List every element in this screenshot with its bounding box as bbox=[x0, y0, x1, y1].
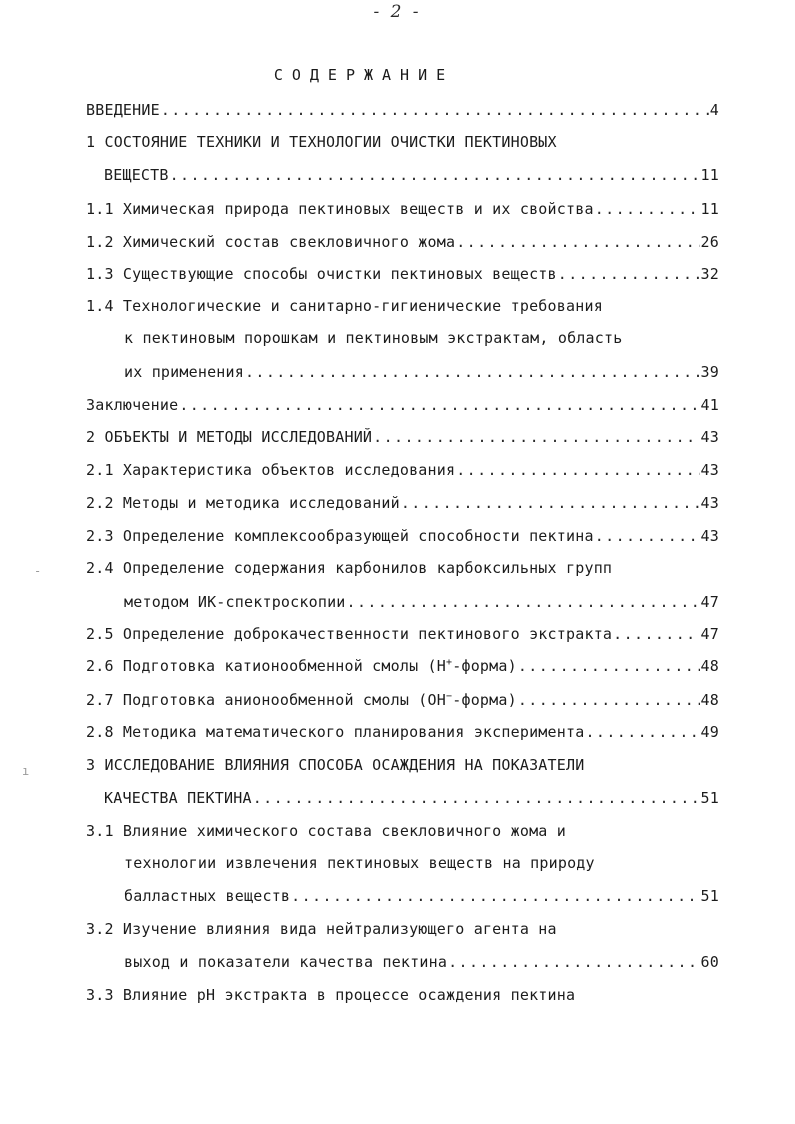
dot-leader bbox=[595, 197, 700, 221]
toc-entry-text: ВВЕДЕНИЕ bbox=[86, 101, 160, 119]
dot-leader bbox=[179, 393, 699, 417]
toc-page-number: 60 bbox=[700, 953, 719, 971]
toc-entry-text: 2 ОБЪЕКТЫ И МЕТОДЫ ИССЛЕДОВАНИЙ bbox=[86, 428, 373, 446]
dot-leader bbox=[595, 524, 700, 548]
toc-entry-3-1 bbox=[86, 819, 566, 843]
toc-entry-chapter-3-cont bbox=[104, 786, 719, 810]
toc-entry-2-3 bbox=[86, 524, 719, 548]
toc-page-number: 43 bbox=[700, 494, 719, 512]
toc-page-number: 51 bbox=[700, 887, 719, 905]
toc-entry-text: 2.1 Характеристика объектов исследования bbox=[86, 461, 456, 479]
dot-leader bbox=[170, 163, 700, 187]
toc-page-number: 51 bbox=[700, 789, 719, 807]
toc-entry-chapter-1-cont bbox=[104, 163, 719, 187]
toc-entry-text: 2.4 Определение содержания карбонилов карбоксильных групп bbox=[86, 559, 613, 577]
toc-entry-1-1 bbox=[86, 197, 719, 221]
page-number: - 2 - bbox=[373, 2, 422, 22]
dot-leader bbox=[456, 230, 699, 254]
dot-leader bbox=[448, 950, 699, 974]
toc-entry-text: Заключение bbox=[86, 396, 179, 414]
toc-page-number: 11 bbox=[700, 200, 719, 218]
dot-leader bbox=[245, 360, 700, 384]
toc-entry-text: 1.1 Химическая природа пектиновых веществ и их свойства bbox=[86, 200, 594, 218]
scan-margin-mark: - bbox=[34, 564, 42, 578]
dot-leader bbox=[161, 98, 709, 122]
toc-page-number: 43 bbox=[700, 428, 719, 446]
toc-page-number: 4 bbox=[709, 101, 719, 119]
toc-entry-3-1-cont bbox=[124, 851, 595, 875]
toc-entry-2-1 bbox=[86, 458, 719, 482]
toc-entry-text: 3.1 Влияние химического состава свекловичного жома и bbox=[86, 822, 566, 840]
toc-entry-2-6 bbox=[86, 654, 719, 678]
toc-entry-1-4 bbox=[86, 294, 603, 318]
dot-leader bbox=[558, 262, 700, 286]
toc-entry-text-pre: 2.7 Подготовка анионообменной смолы (ОН bbox=[86, 691, 446, 709]
toc-entry-text: 2.5 Определение доброкачественности пектинового экстракта bbox=[86, 625, 613, 643]
toc-entry-2-4-cont bbox=[124, 590, 719, 614]
toc-entry-2-7 bbox=[86, 688, 719, 712]
toc-entry-1-4-end bbox=[124, 360, 719, 384]
toc-entry-2-5 bbox=[86, 622, 719, 646]
dot-leader bbox=[253, 786, 700, 810]
toc-entry-text: выход и показатели качества пектина bbox=[124, 953, 448, 971]
toc-entry-text: технологии извлечения пектиновых веществ на природу bbox=[124, 854, 595, 872]
toc-entry-text: методом ИК-спектроскопии bbox=[124, 593, 346, 611]
toc-entry-conclusion bbox=[86, 393, 719, 417]
dot-leader bbox=[518, 654, 700, 678]
toc-entry-text: их применения bbox=[124, 363, 244, 381]
scan-margin-mark: ı bbox=[22, 764, 30, 778]
toc-entry-text: 2.8 Методика математического планирования эксперимента bbox=[86, 723, 585, 741]
toc-entry-3-2-cont bbox=[124, 950, 719, 974]
toc-page-number: 49 bbox=[700, 723, 719, 741]
toc-page-number: 48 bbox=[700, 657, 719, 675]
toc-page-number: 47 bbox=[700, 625, 719, 643]
toc-entry-text: 2.3 Определение комплексообразующей способности пектина bbox=[86, 527, 594, 545]
toc-entry-introduction bbox=[86, 98, 719, 122]
toc-page-number: 32 bbox=[700, 265, 719, 283]
toc-page-number: 39 bbox=[700, 363, 719, 381]
toc-entry-text: к пектиновым порошкам и пектиновым экстрактам, область bbox=[124, 329, 623, 347]
toc-entry-3-1-end bbox=[124, 884, 719, 908]
toc-entry-1-3 bbox=[86, 262, 719, 286]
toc-page-number: 26 bbox=[700, 233, 719, 251]
toc-page-number: 48 bbox=[700, 691, 719, 709]
superscript-charge: + bbox=[446, 657, 453, 668]
toc-entry-text: 3.3 Влияние рН экстракта в процессе осаждения пектина bbox=[86, 986, 576, 1004]
toc-entry-3-2 bbox=[86, 917, 557, 941]
toc-entry-text: КАЧЕСТВА ПЕКТИНА bbox=[104, 789, 252, 807]
toc-entry-text bbox=[86, 688, 517, 712]
toc-page-number: 43 bbox=[700, 461, 719, 479]
toc-entry-text: 2.2 Методы и методика исследований bbox=[86, 494, 400, 512]
page-title: СОДЕРЖАНИЕ bbox=[273, 66, 455, 84]
toc-entry-text-post: -форма) bbox=[452, 691, 517, 709]
toc-entry-text: 1 СОСТОЯНИЕ ТЕХНИКИ И ТЕХНОЛОГИИ ОЧИСТКИ ПЕКТИНОВЫХ bbox=[86, 133, 557, 151]
dot-leader bbox=[291, 884, 699, 908]
dot-leader bbox=[613, 622, 699, 646]
dot-leader bbox=[401, 491, 700, 515]
toc-page-number: 41 bbox=[700, 396, 719, 414]
toc-entry-chapter-3 bbox=[86, 753, 584, 777]
toc-entry-chapter-1 bbox=[86, 130, 557, 154]
toc-entry-chapter-2 bbox=[86, 425, 719, 449]
toc-entry-3-3 bbox=[86, 983, 575, 1007]
toc-page-number: 11 bbox=[700, 166, 719, 184]
toc-page-number: 47 bbox=[700, 593, 719, 611]
dot-leader bbox=[518, 688, 700, 712]
toc-entry-2-8 bbox=[86, 720, 719, 744]
toc-entry-text bbox=[86, 654, 517, 678]
toc-entry-text-post: -форма) bbox=[452, 657, 517, 675]
toc-entry-2-2 bbox=[86, 491, 719, 515]
toc-entry-text: балластных веществ bbox=[124, 887, 291, 905]
dot-leader bbox=[456, 458, 699, 482]
dot-leader bbox=[373, 425, 699, 449]
toc-entry-2-4 bbox=[86, 556, 612, 580]
toc-entry-text: 1.3 Существующие способы очистки пектиновых веществ bbox=[86, 265, 557, 283]
toc-entry-1-2 bbox=[86, 230, 719, 254]
dot-leader bbox=[585, 720, 699, 744]
toc-entry-text-pre: 2.6 Подготовка катионообменной смолы (Н bbox=[86, 657, 446, 675]
toc-entry-text: 1.4 Технологические и санитарно-гигиенические требования bbox=[86, 297, 603, 315]
toc-entry-text: 1.2 Химический состав свекловичного жома bbox=[86, 233, 456, 251]
toc-entry-1-4-cont bbox=[124, 326, 622, 350]
superscript-charge: − bbox=[446, 691, 453, 702]
toc-entry-text: 3.2 Изучение влияния вида нейтрализующего агента на bbox=[86, 920, 557, 938]
toc-page-number: 43 bbox=[700, 527, 719, 545]
toc-entry-text: 3 ИССЛЕДОВАНИЕ ВЛИЯНИЯ СПОСОБА ОСАЖДЕНИЯ НА ПОКАЗАТЕЛИ bbox=[86, 756, 585, 774]
dot-leader bbox=[347, 590, 700, 614]
toc-entry-text: ВЕЩЕСТВ bbox=[104, 166, 169, 184]
